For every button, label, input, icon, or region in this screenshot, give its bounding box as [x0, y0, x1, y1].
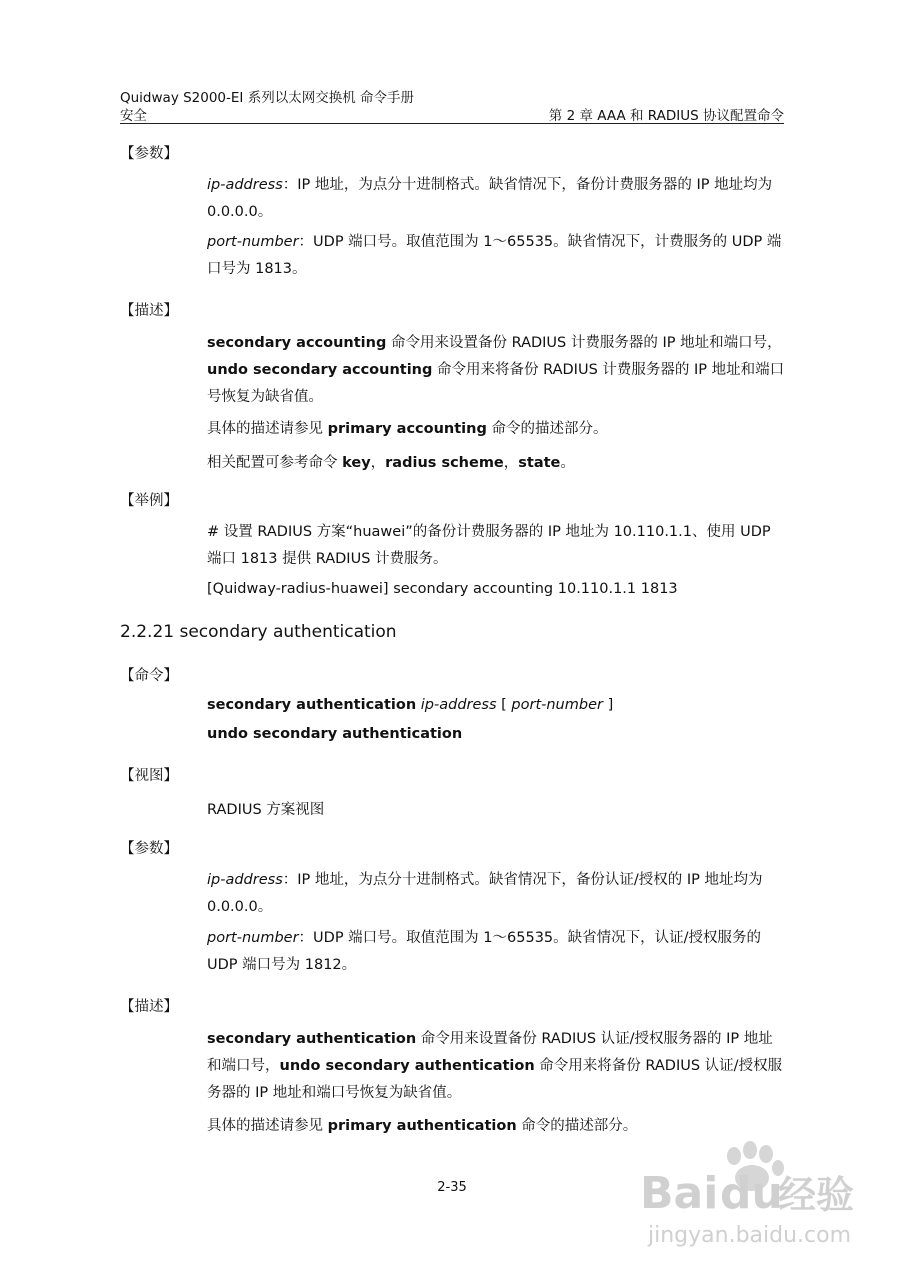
example-command: [Quidway-radius-huawei] secondary accounting 10.110.1.1 1813 — [207, 581, 678, 597]
desc-text: 相关配置可参考命令 — [207, 455, 343, 471]
section-heading: 2.2.21 secondary authentication — [120, 622, 397, 642]
separator: ， — [503, 455, 519, 471]
bracket: [ — [501, 697, 507, 713]
section-label-view: 【视图】 — [120, 768, 178, 784]
watermark-url: jingyan.baidu.com — [648, 1223, 852, 1248]
description-paragraph — [207, 1026, 785, 1107]
description-reference — [207, 1114, 637, 1135]
command-keyword: undo secondary accounting — [207, 362, 433, 378]
baidu-watermark — [640, 1138, 870, 1256]
watermark-brand: Bai — [640, 1168, 719, 1219]
command-keyword: key — [342, 455, 371, 471]
param-name: port-number — [511, 697, 603, 713]
desc-text: 命令用来设置备份 RADIUS 计费服务器的 IP 地址和端口号， — [386, 335, 782, 351]
param-desc: ：IP 地址，为点分十进制格式。缺省情况下，备份计费服务器的 IP 地址均为 0.0.0.0。 — [207, 177, 773, 220]
param-port-number — [207, 925, 785, 979]
command-keyword: secondary authentication — [207, 1031, 417, 1047]
desc-text: 命令的描述部分。 — [516, 1118, 638, 1134]
command-keyword: secondary authentication — [207, 697, 417, 713]
command-keyword: undo secondary authentication — [207, 726, 463, 742]
separator: ， — [370, 455, 386, 471]
header-divider — [120, 123, 784, 124]
desc-text: 命令用来将备份 RADIUS 认证/授权服务器的 IP 地址和端口号恢复为缺省值。 — [207, 1058, 783, 1101]
section-label-params: 【参数】 — [120, 841, 178, 857]
page-number: 2-35 — [437, 1180, 467, 1195]
param-port-number — [207, 229, 785, 283]
param-ip-address — [207, 172, 785, 226]
command-keyword: undo secondary authentication — [279, 1058, 535, 1074]
command-keyword: secondary accounting — [207, 335, 387, 351]
param-name: ip-address — [420, 697, 497, 713]
related-commands — [207, 451, 575, 472]
param-desc: ：IP 地址，为点分十进制格式。缺省情况下，备份认证/授权的 IP 地址均为 0.0.0.0。 — [207, 872, 763, 915]
bracket: ] — [607, 697, 614, 713]
section-label-description: 【描述】 — [120, 999, 178, 1015]
param-desc: ：UDP 端口号。取值范围为 1～65535。缺省情况下，计费服务的 UDP 端口号为 1813。 — [207, 234, 782, 277]
watermark-brand-cn: 经验 — [778, 1173, 855, 1217]
param-name: ip-address — [207, 872, 283, 888]
example-comment: # 设置 RADIUS 方案“huawei”的备份计费服务器的 IP 地址为 10.110.1.1、使用 UDP 端口 1813 提供 RADIUS 计费服务。 — [207, 524, 771, 567]
section-label-description: 【描述】 — [120, 303, 178, 319]
command-keyword: radius scheme — [385, 455, 504, 471]
description-paragraph — [207, 330, 785, 411]
separator: 。 — [560, 455, 575, 471]
desc-text: 具体的描述请参见 — [207, 1118, 328, 1134]
description-reference — [207, 417, 607, 438]
param-desc: ：UDP 端口号。取值范围为 1～65535。缺省情况下，认证/授权服务的 UDP 端口号为 1812。 — [207, 930, 762, 973]
desc-text: 具体的描述请参见 — [207, 421, 328, 437]
desc-text: 命令的描述部分。 — [486, 421, 608, 437]
desc-text: 命令用来设置备份 RADIUS 认证/授权服务器的 IP 地址和端口号， — [207, 1031, 773, 1074]
section-label-example: 【举例】 — [120, 493, 178, 509]
command-keyword: state — [518, 455, 561, 471]
desc-text: 命令用来将备份 RADIUS 计费服务器的 IP 地址和端口号恢复为缺省值。 — [207, 362, 785, 405]
param-name: port-number — [207, 234, 299, 250]
param-name: port-number — [207, 930, 299, 946]
chapter-title: 第 2 章 AAA 和 RADIUS 协议配置命令 — [548, 108, 784, 124]
watermark-brand-2: du — [720, 1168, 783, 1219]
undo-command-syntax — [207, 726, 462, 742]
view-text: RADIUS 方案视图 — [207, 802, 325, 818]
book-title: Quidway S2000-EI 系列以太网交换机 命令手册 — [120, 90, 414, 106]
section-label-command: 【命令】 — [120, 668, 178, 684]
param-name: ip-address — [207, 177, 283, 193]
command-syntax — [207, 697, 613, 713]
command-keyword: primary authentication — [327, 1118, 517, 1134]
command-keyword: primary accounting — [327, 421, 487, 437]
volume-name: 安全 — [120, 108, 147, 124]
param-ip-address — [207, 867, 785, 921]
section-label-params: 【参数】 — [120, 146, 178, 162]
